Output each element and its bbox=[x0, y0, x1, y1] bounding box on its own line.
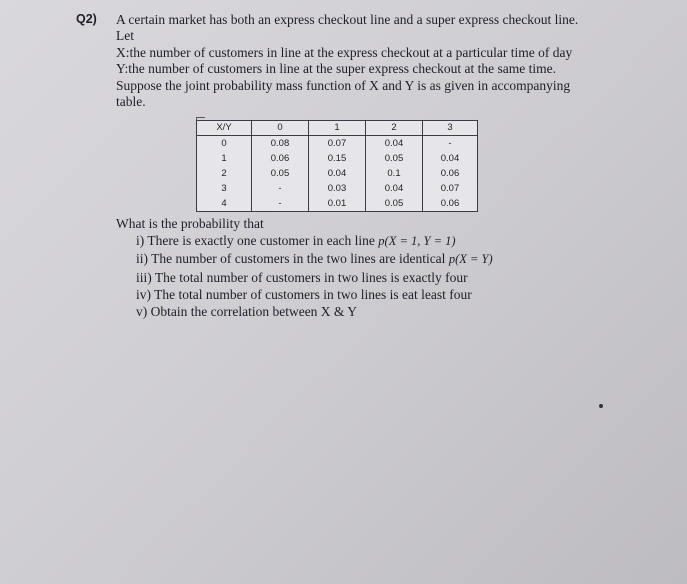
table-value: 0.06 bbox=[440, 198, 460, 209]
sub-question-number: ii) bbox=[136, 251, 148, 267]
intro-line: Suppose the joint probability mass function of X and Y is as given in accompanying bbox=[116, 77, 571, 93]
row-labels-cell bbox=[197, 136, 252, 212]
intro-line: Y:the number of customers in line at the super express checkout at the same time. bbox=[116, 61, 557, 77]
column-header: 3 bbox=[423, 121, 478, 136]
row-label: 0 bbox=[221, 138, 227, 149]
table-value: 0.06 bbox=[440, 168, 460, 179]
sub-questions bbox=[116, 215, 656, 320]
sub-question-formula: p(X = 1, Y = 1) bbox=[378, 234, 456, 249]
table-value: 0.1 bbox=[387, 168, 401, 179]
column-values-cell bbox=[366, 136, 423, 212]
question-prompt: What is the probability that bbox=[116, 216, 264, 231]
row-label: 1 bbox=[221, 153, 227, 164]
table-value: 0.07 bbox=[327, 138, 347, 149]
table-header-row bbox=[197, 121, 478, 136]
table-value: 0.08 bbox=[270, 138, 290, 149]
column-header: 0 bbox=[252, 121, 309, 136]
joint-pmf-table bbox=[196, 120, 478, 212]
table-value: 0.05 bbox=[270, 168, 290, 179]
sub-question bbox=[116, 303, 656, 320]
table-value: 0.07 bbox=[440, 183, 460, 194]
corner-header: X/Y bbox=[197, 121, 252, 136]
table-value: - bbox=[448, 138, 452, 148]
table-value: - bbox=[278, 198, 282, 208]
column-values-cell bbox=[309, 136, 366, 212]
table-value: 0.06 bbox=[270, 153, 290, 164]
sub-question-text: Obtain the correlation between X & Y bbox=[150, 304, 358, 320]
intro-line: Let bbox=[116, 28, 134, 44]
column-header: 2 bbox=[366, 121, 423, 136]
table-value: 0.03 bbox=[327, 183, 347, 194]
sub-question bbox=[116, 286, 656, 303]
table-value: 0.05 bbox=[384, 153, 404, 164]
table-value: 0.01 bbox=[327, 198, 347, 209]
intro-line: A certain market has both an express checkout line and a super express checkout line. bbox=[116, 12, 579, 27]
question-intro bbox=[116, 12, 636, 110]
column-values-cell bbox=[252, 136, 309, 212]
table-body-row bbox=[197, 136, 478, 212]
sub-question-number: iii) bbox=[136, 269, 152, 285]
row-label: 4 bbox=[221, 198, 227, 209]
intro-line: table. bbox=[116, 94, 146, 110]
table-value: 0.04 bbox=[384, 138, 404, 149]
joint-pmf-table-wrapper bbox=[196, 120, 478, 212]
table-value: - bbox=[278, 183, 282, 193]
sub-question bbox=[116, 250, 656, 268]
table-value: 0.04 bbox=[384, 183, 404, 194]
row-label: 2 bbox=[221, 168, 227, 179]
row-label: 3 bbox=[221, 183, 227, 194]
question-number: Q2) bbox=[76, 12, 97, 26]
sub-question-number: i) bbox=[136, 233, 145, 249]
sub-question-formula: p(X = Y) bbox=[448, 252, 493, 267]
table-value: 0.05 bbox=[384, 198, 404, 209]
column-values-cell bbox=[423, 136, 478, 212]
sub-question-text: The total number of customers in two lines is exactly four bbox=[154, 269, 468, 285]
sub-question-text: There is exactly one customer in each line bbox=[147, 233, 375, 249]
sub-question-number: v) bbox=[136, 304, 148, 320]
sub-question bbox=[116, 232, 656, 250]
table-value: 0.04 bbox=[327, 168, 347, 179]
pen-mark-dot bbox=[599, 404, 603, 408]
sub-question-number: iv) bbox=[136, 286, 151, 302]
sub-question-text: The total number of customers in two lines is eat least four bbox=[154, 286, 472, 302]
table-value: 0.04 bbox=[440, 153, 460, 164]
sub-question bbox=[116, 269, 656, 286]
table-value: 0.15 bbox=[327, 153, 347, 164]
intro-line: X:the number of customers in line at the express checkout at a particular time of day bbox=[116, 44, 573, 60]
column-header: 1 bbox=[309, 121, 366, 136]
sub-question-text: The number of customers in the two lines are identical bbox=[151, 251, 446, 267]
